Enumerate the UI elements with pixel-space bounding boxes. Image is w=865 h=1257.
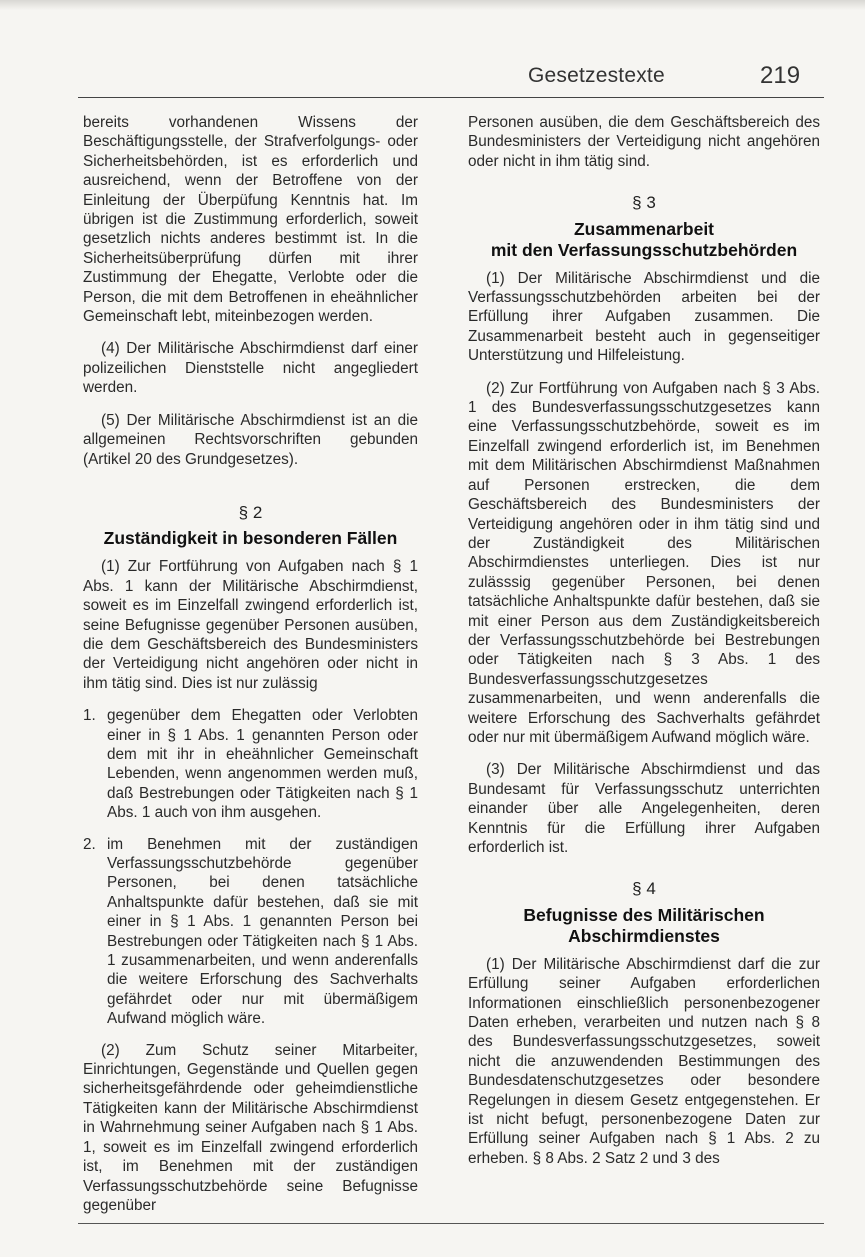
list-item-text: gegenüber dem Ehegatten oder Verlobten einer in § 1 Abs. 1 genannten Person oder dem mit ihr in eheähnlicher Gemeinschaft Lebenden, wenn angenommen werden muß, daß Bestrebungen oder Tätigkeiten nach § 1 Abs. 1 auch von ihm ausgehen. [107, 707, 418, 822]
section-3-number: § 3 [632, 193, 656, 213]
section-4-title-line-2: Abschirmdienstes [568, 925, 720, 946]
page-number: 219 [760, 62, 801, 89]
section-4-number: § 4 [632, 879, 656, 899]
section-3-title-line-2: mit den Verfassungsschutzbehörden [490, 239, 798, 260]
right-column [468, 113, 820, 1181]
page-edge-shadow [0, 0, 865, 10]
paragraph-continued: bereits vorhandenen Wissens der Beschäftigungsstelle, der Strafverfolgungs- oder Sicherheitsbehörden, ist es erforderlich und ausreichend, wenn der Betroffene von der Einleitung der Überpüfung Kenntnis hat. Im übrigen ist die Zustimmung erforderlich, soweit gesetzlich nichts anderes bestimmt ist. In die Sicherheitsüberprüfung dürfen mit ihrer Zustimmung der Ehegatte, Verlobte oder die Person, die mit dem Betroffenen in eheähnlicher Gemeinschaft lebt, miteinbezogen werden. [83, 114, 418, 326]
section-2-title: Zuständigkeit in besonderen Fällen [103, 528, 398, 549]
section-3-paragraph-1: (1) Der Militärische Abschirmdienst und die Verfassungsschutzbehörden arbeiten bei der Erfüllung ihrer Aufgaben zusammen. Die Zusammenarbeit besteht auch in gegenseitiger Unterstützung und Hilfeleistung. [468, 269, 820, 365]
section-4-paragraph-1: (1) Der Militärische Abschirmdienst darf die zur Erfüllung seiner Aufgaben erforderlichen Informationen einschließlich personenbezogener Daten erheben, verarbeiten und nutzen nach § 8 des Bundesverfassungsschutzgesetzes, soweit nicht die anzuwendenden Bestimmungen des Bundesdatenschutzgesetzes oder besondere Regelungen in diesem Gesetz entgegenstehen. Er ist nicht befugt, personenbezogene Daten zur Erfüllung seiner Aufgaben nach § 1 Abs. 2 zu erheben. § 8 Abs. 2 Satz 2 und 3 des [468, 955, 820, 1167]
section-2-paragraph-1: (1) Zur Fortführung von Aufgaben nach § 1 Abs. 1 kann der Militärische Abschirmdienst, soweit es im Einzelfall zwingend erforderlich ist, seine Befugnisse gegenüber Personen ausüben, die dem Geschäftsbereich des Bundesministers der Verteidigung nicht angehören oder nicht in ihm tätig sind. Dies ist nur zulässig [83, 558, 418, 692]
section-3-title-line-1: Zusammenarbeit [573, 218, 715, 239]
list-item [83, 835, 418, 1029]
section-2-number: § 2 [238, 502, 263, 522]
header-rule [78, 97, 824, 98]
paragraph-continued: Personen ausüben, die dem Geschäftsbereich des Bundesministers der Verteidigung nicht angehören oder nicht in ihm tätig sind. [468, 114, 820, 170]
list-item-number: 1. [83, 707, 96, 725]
running-header-title: Gesetzestexte [528, 64, 665, 87]
section-3-title [468, 219, 820, 261]
list-item-number: 2. [83, 835, 96, 853]
left-column [83, 113, 418, 1228]
section-3-paragraph-3: (3) Der Militärische Abschirmdienst und das Bundesamt für Verfassungsschutz unterrichten einander über alle Angelegenheiten, deren Kenntnis für die Erfüllung ihrer Aufgaben erforderlich ist. [468, 761, 820, 856]
section-4-title-line-1: Befugnisse des Militärischen [523, 904, 765, 925]
section-4-title [468, 905, 820, 947]
paragraph-5: (5) Der Militärische Abschirmdienst ist an die allgemeinen Rechtsvorschriften gebunden (Artikel 20 des Grundgesetzes). [83, 411, 418, 468]
footer-rule [78, 1223, 824, 1224]
list-item-text: im Benehmen mit der zuständigen Verfassungsschutzbehörde gegenüber Personen, bei denen tatsächliche Anhaltspunkte dafür bestehen, daß sie mit einer in § 1 Abs. 1 genannten Person bei Bestrebungen oder Tätigkeiten nach § 1 Abs. 1 zusammenarbeiten, und wenn anderenfalls die weitere Erforschung des Sachverhalts gefährdet oder nur mit übermäßigem Aufwand möglich wäre. [107, 835, 418, 1028]
section-3-paragraph-2: (2) Zur Fortführung von Aufgaben nach § 3 Abs. 1 des Bundesverfassungsschutzgesetzes kann eine Verfassungsschutzbehörde, soweit es im Einzelfall zwingend erforderlich ist, im Benehmen mit dem Militärischen Abschirmdienst Maßnahmen auf Personen erstrecken, die dem Geschäftsbereich des Bundesministers der Verteidigung angehören oder in ihm tätig sind und der Zuständigkeit des Militärischen Abschirmdienstes unterliegen. Dies ist nur zulässsig gegenüber Personen, bei denen tatsächliche Anhaltspunkte dafür bestehen, daß sie mit einer Person aus dem Zuständigkeitsbereich der Verfassungsschutzbehörde bei Bestrebungen oder Tätigkeiten nach § 3 Abs. 1 des Bundesverfassungsschutzgesetzes zusammenarbeiten, und wenn anderenfalls die weitere Erforschung des Sachverhalts gefährdet oder nur mit übermäßigem Aufwand möglich wäre. [468, 379, 820, 746]
list-item [83, 706, 418, 822]
paragraph-4: (4) Der Militärische Abschirmdienst darf einer polizeilichen Dienststelle nicht angegliedert werden. [83, 340, 418, 397]
section-2-paragraph-2: (2) Zum Schutz seiner Mitarbeiter, Einrichtungen, Gegenstände und Quellen gegen sicherheitsgefährdende oder geheimdienstliche Tätigkeiten kann der Militärische Abschirmdienst in Wahrnehmung seiner Aufgaben nach § 1 Abs. 1, soweit es im Einzelfall zwingend erforderlich ist, im Benehmen mit der zuständigen Verfassungsschutzbehörde seine Befugnisse gegenüber [83, 1041, 418, 1214]
